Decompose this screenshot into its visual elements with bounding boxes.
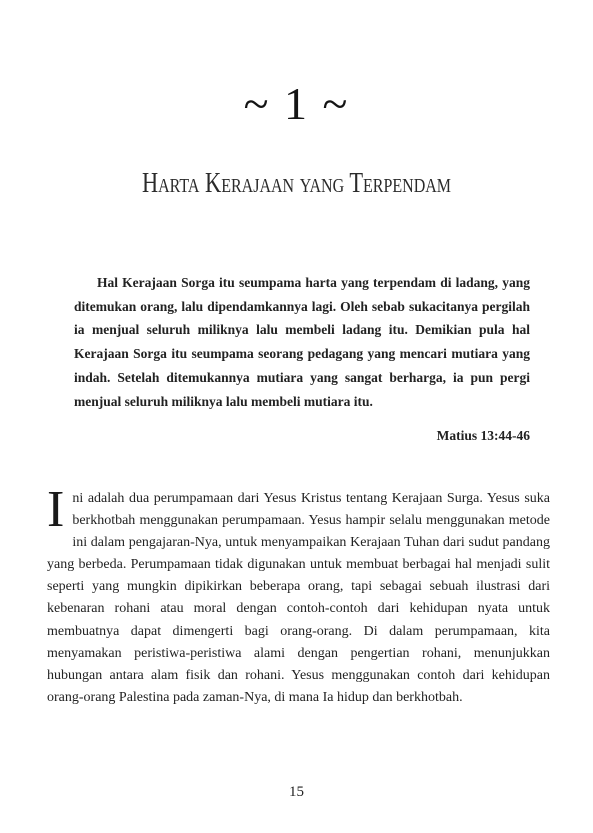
chapter-number: ~ 1 ~ bbox=[243, 78, 350, 129]
quote-reference: Matius 13:44-46 bbox=[436, 428, 530, 443]
body-paragraph bbox=[47, 481, 550, 709]
page-number: 15 bbox=[289, 784, 304, 800]
chapter-title: Harta Kerajaan yang Terpendam bbox=[141, 168, 452, 199]
drop-cap: I bbox=[47, 481, 65, 538]
scripture-quote bbox=[74, 271, 530, 413]
body-text: ni adalah dua perumpamaan dari Yesus Kristus tentang Kerajaan Surga. Yesus suka berkhotbah menggunakan perumpamaan. Yesus hampir selalu menggunakan metode ini dalam pengajaran-Nya, untuk menyampaikan Kerajaan Tuhan dari sudut pandang yang berbeda. Perumpamaan tidak digunakan untuk membuat berbagai hal menjadi sulit seperti yang mungkin dipikirkan beberapa orang, tapi sebagai sebuah ilustrasi dari kebenaran rohani atau moral dengan contoh-contoh dari kehidupan nyata untuk membuatnya dapat dimengerti bagi orang-orang. Di dalam perumpamaan, kita menyamakan peristiwa-peristiwa alami dengan pengertian rohani, menunjukkan hubungan antara alam fisik dan rohani. Yesus menggunakan contoh dari kehidupan orang-orang Palestina pada zaman-Nya, di mana Ia hidup dan berkhotbah. bbox=[47, 491, 550, 705]
quote-text: Hal Kerajaan Sorga itu seumpama harta yang terpendam di ladang, yang ditemukan orang, lalu dipendamkannya lagi. Oleh sebab sukacitanya pergilah ia menjual seluruh miliknya lalu membeli ladang itu. Demikian pula hal Kerajaan Sorga itu seumpama seorang pedagang yang mencari mutiara yang indah. Setelah ditemukannya mutiara yang sangat berharga, ia pun pergi menjual seluruh miliknya lalu membeli mutiara itu. bbox=[74, 275, 530, 409]
